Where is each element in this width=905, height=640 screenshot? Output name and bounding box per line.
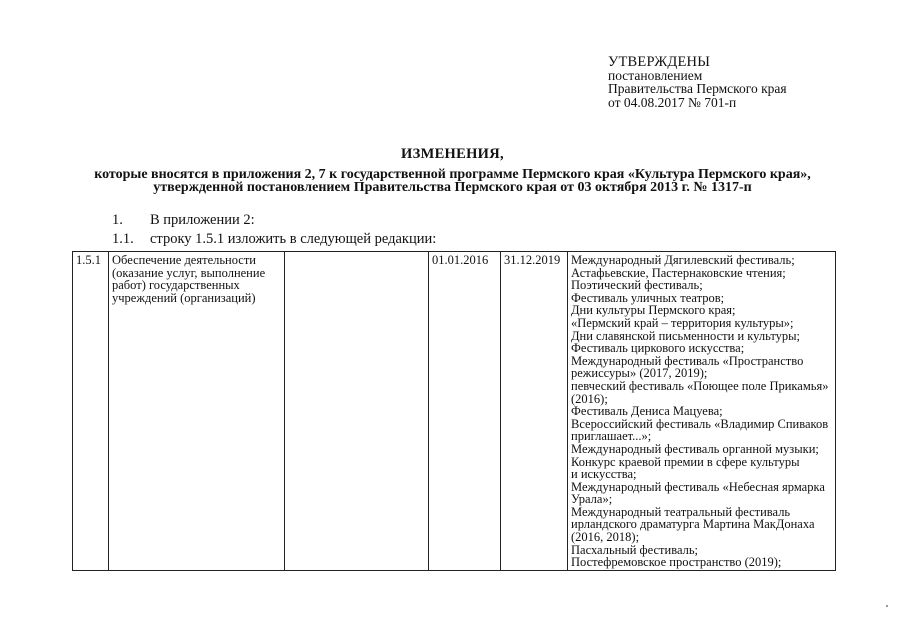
event-line: (2016); [571, 391, 608, 406]
event-line: Международный фестиваль «Пространство [571, 353, 804, 368]
event-line: Дни культуры Пермского края; [571, 303, 736, 318]
event-line: ирландского драматурга Мартина МакДонаха [571, 517, 815, 532]
events-list [571, 254, 832, 570]
list-item [112, 212, 255, 229]
event-line: Урала»; [571, 492, 613, 507]
end-date: 31.12.2019 [504, 253, 561, 267]
list-item-text: строку 1.5.1 изложить в следующей редакции: [150, 231, 437, 247]
approval-stamp [608, 56, 787, 109]
document-subtitle-line-2: утвержденной постановлением Правительства Пермского края от 03 октября 2013 г. № 1317-п [153, 180, 752, 195]
event-line: певческий фестиваль «Поющее поле Прикамья» [571, 378, 829, 393]
event-line: и искусства; [571, 467, 637, 482]
event-line: Фестиваль Дениса Мацуева; [571, 404, 723, 419]
program-table [72, 251, 836, 571]
list-item-number: 1.1. [112, 231, 134, 247]
approval-heading: УТВЕРЖДЕНЫ [608, 54, 711, 70]
event-line: режиссуры» (2017, 2019); [571, 366, 708, 381]
event-line: «Пермский край – территория культуры»; [571, 315, 794, 330]
activity-name-line: Обеспечение деятельности [112, 253, 257, 267]
start-date: 01.01.2016 [432, 253, 489, 267]
table-row [73, 252, 836, 571]
event-line: Фестиваль уличных театров; [571, 290, 725, 305]
empty-cell [285, 252, 429, 571]
event-line: приглашает...»; [571, 429, 652, 444]
scan-speck [886, 605, 888, 607]
event-line: Конкурс краевой премии в сфере культуры [571, 454, 800, 469]
list-item [112, 231, 436, 248]
event-line: Фестиваль циркового искусства; [571, 341, 745, 356]
start-date-cell [429, 252, 501, 571]
document-subtitle-line-1: которые вносятся в приложения 2, 7 к государственной программе Пермского края «Культура Пермского края», [94, 167, 811, 182]
event-line: Международный фестиваль органной музыки; [571, 441, 819, 456]
approval-line-1: постановлением [608, 68, 703, 84]
event-line: Астафьевские, Пастернаковские чтения; [571, 265, 786, 280]
event-line: (2016, 2018); [571, 530, 640, 545]
list-item-number: 1. [112, 212, 123, 228]
event-line: Международный театральный фестиваль [571, 504, 791, 519]
event-line: Международный фестиваль «Небесная ярмарка [571, 479, 825, 494]
activity-name-line: работ) государственных [112, 278, 240, 293]
approval-line-3: от 04.08.2017 № 701-п [608, 94, 737, 110]
row-number-cell [73, 252, 109, 571]
event-line: Постефремовское пространство (2019); [571, 555, 782, 570]
event-line: Международный Дягилевский фестиваль; [571, 253, 795, 267]
list-item-text: В приложении 2: [150, 212, 255, 228]
activity-name-cell [109, 252, 285, 571]
event-line: Пасхальный фестиваль; [571, 542, 699, 557]
approval-line-2: Правительства Пермского края [608, 81, 787, 97]
event-line: Дни славянской письменности и культуры; [571, 328, 800, 343]
events-cell [568, 252, 836, 571]
event-line: Всероссийский фестиваль «Владимир Спиваков [571, 416, 829, 431]
event-line: Поэтический фестиваль; [571, 278, 703, 293]
activity-name-line: учреждений (организаций) [112, 290, 256, 305]
document-title: ИЗМЕНЕНИЯ, [401, 146, 504, 162]
activity-name-line: (оказание услуг, выполнение [112, 265, 266, 280]
end-date-cell [501, 252, 568, 571]
row-number: 1.5.1 [76, 253, 101, 267]
